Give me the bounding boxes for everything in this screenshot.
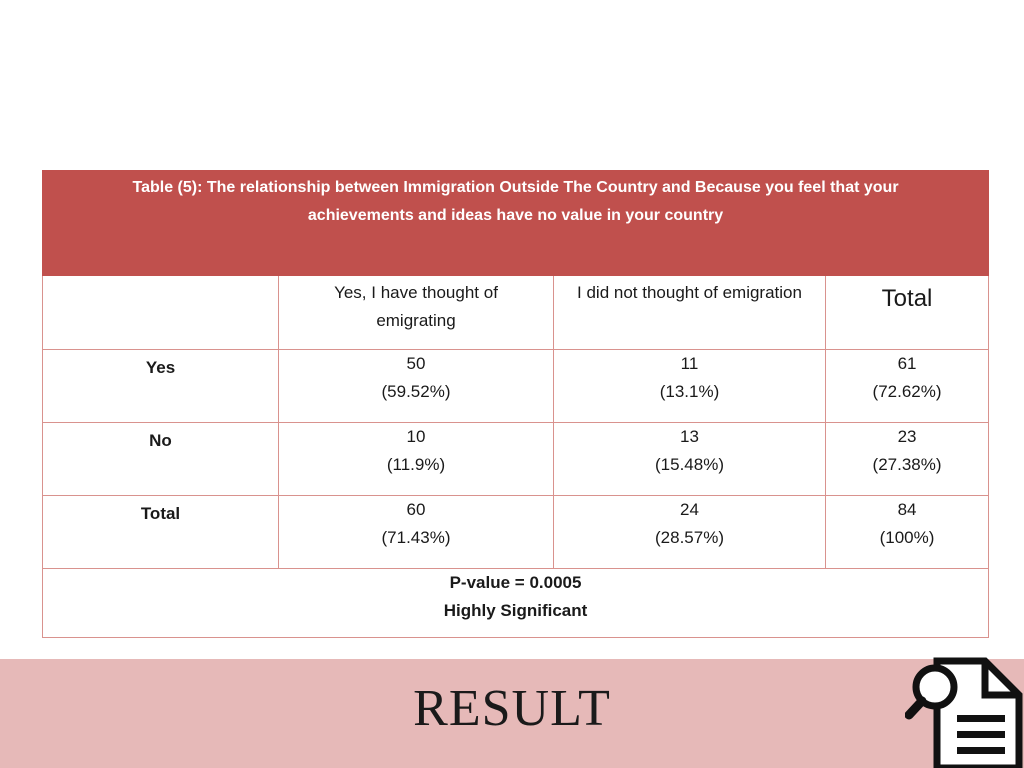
table-row — [43, 496, 989, 569]
header-row — [43, 276, 989, 350]
p-value-text: P-value = 0.0005 — [449, 573, 582, 592]
cell-count: 10 — [406, 427, 426, 446]
footer-row — [43, 569, 989, 638]
row-label-yes: Yes — [43, 350, 279, 423]
cell-percent: (71.43%) — [381, 528, 451, 547]
cell-count: 11 — [680, 354, 699, 373]
row-label-total: Total — [43, 496, 279, 569]
cell-percent: (11.9%) — [386, 455, 446, 474]
table-row — [43, 350, 989, 423]
header-empty-cell — [43, 276, 279, 350]
row-label-no: No — [43, 423, 279, 496]
cell-count: 23 — [897, 427, 917, 446]
document-search-icon — [905, 657, 1024, 768]
cell-percent: (13.1%) — [659, 382, 720, 401]
result-title: RESULT — [413, 680, 611, 737]
cell-percent: (59.52%) — [381, 382, 451, 401]
cell-count: 61 — [897, 354, 917, 373]
cell-percent: (15.48%) — [655, 455, 724, 474]
header-yes-thought-line-1: Yes, I have thought of — [334, 283, 498, 302]
results-table — [42, 170, 989, 638]
header-total: Total — [826, 276, 989, 350]
cell-percent: (100%) — [879, 528, 935, 547]
table-cell — [826, 423, 989, 496]
p-value-cell — [43, 569, 989, 638]
table-caption — [43, 171, 989, 276]
caption-row — [43, 171, 989, 276]
results-table-container — [42, 170, 988, 638]
table-cell — [279, 423, 554, 496]
table-cell — [826, 350, 989, 423]
header-yes-thought — [279, 276, 554, 350]
cell-percent: (27.38%) — [872, 455, 942, 474]
caption-line-1: Table (5): The relationship between Immigration Outside The Country and Because you feel that your — [132, 179, 899, 196]
cell-percent: (28.57%) — [655, 528, 724, 547]
cell-count: 50 — [406, 354, 426, 373]
table-cell — [279, 496, 554, 569]
cell-count: 84 — [897, 500, 917, 519]
table-cell — [554, 496, 826, 569]
cell-count: 24 — [680, 500, 699, 519]
cell-percent: (72.62%) — [872, 382, 942, 401]
table-row — [43, 423, 989, 496]
table-cell — [554, 423, 826, 496]
cell-count: 13 — [680, 427, 699, 446]
table-cell — [554, 350, 826, 423]
table-cell — [826, 496, 989, 569]
cell-count: 60 — [406, 500, 426, 519]
result-banner — [0, 659, 1024, 768]
header-yes-thought-line-2: emigrating — [376, 311, 456, 330]
caption-line-2: achievements and ideas have no value in your country — [307, 207, 724, 224]
header-did-not-think: I did not thought of emigration — [554, 276, 826, 350]
table-cell — [279, 350, 554, 423]
significance-text: Highly Significant — [443, 601, 588, 620]
